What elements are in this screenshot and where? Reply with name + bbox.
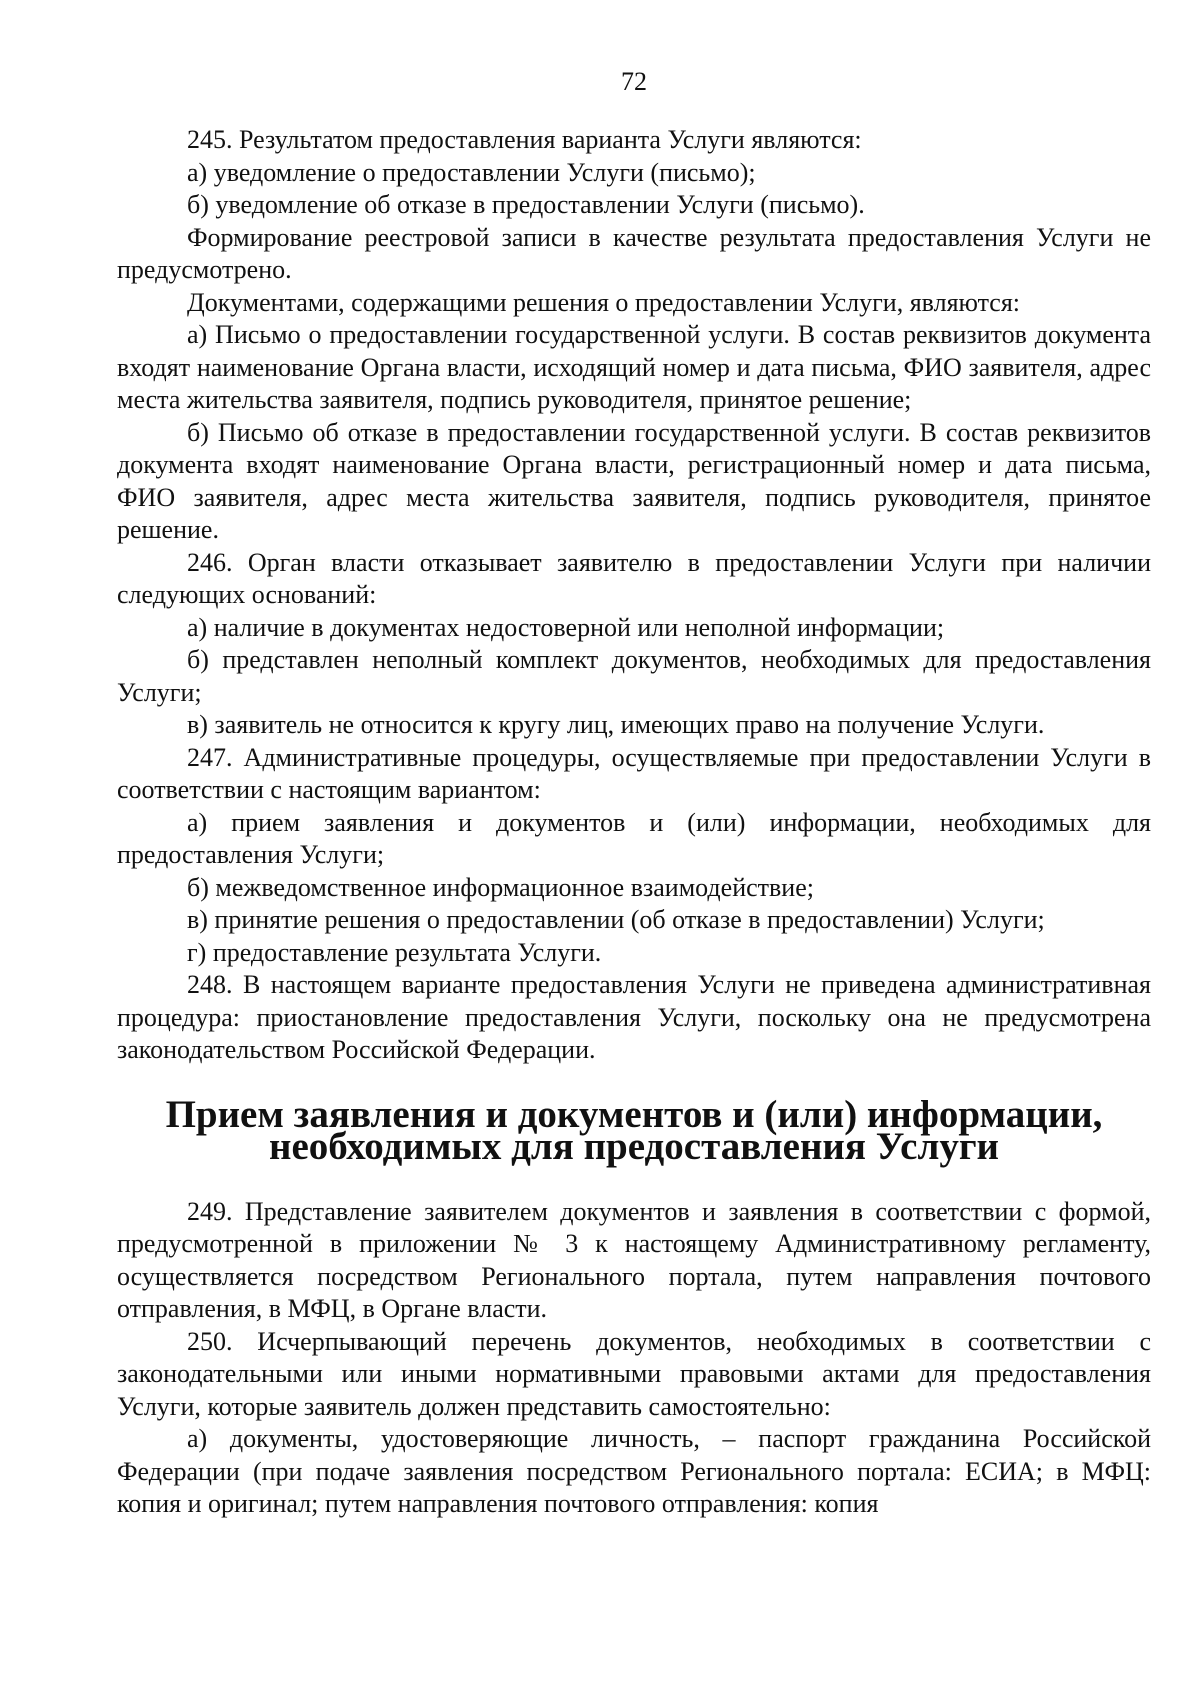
paragraph-250: 250. Исчерпывающий перечень документов, необходимых в соответствии с законодательными или иными нормативными правовыми актами для предоставления Услуги, которые заявитель должен представить самостоятельно: [117, 1326, 1151, 1421]
list-item-245-a: а) уведомление о предоставлении Услуги (письмо); [187, 157, 756, 187]
paragraph-247: 247. Административные процедуры, осуществляемые при предоставлении Услуги в соответствии с настоящим вариантом: [117, 742, 1151, 804]
paragraph-248: 248. В настоящем варианте предоставления Услуги не приведена административная процедура: приостановление предоставления Услуги, поскольку она не предусмотрена законодательством Российской Федерации. [117, 970, 1151, 1064]
paragraph-documents-intro: Документами, содержащими решения о предоставлении Услуги, являются: [187, 287, 1021, 317]
list-item-247-b: б) межведомственное информационное взаимодействие; [187, 872, 814, 902]
document-page [117, 66, 1151, 1521]
list-item-documents-b: б) Письмо об отказе в предоставлении государственной услуги. В состав реквизитов документа входят наименование Органа власти, регистрационный номер и дата письма, ФИО заявителя, адрес места жительства заявителя, подпись руководителя, принятое решение. [117, 417, 1151, 544]
section-heading: Прием заявления и документов и (или) информации, необходимых для предоставления Услуги [165, 1092, 1103, 1168]
list-item-247-a: а) прием заявления и документов и (или) информации, необходимых для предоставления Услуги; [117, 807, 1151, 869]
list-item-246-c: в) заявитель не относится к кругу лиц, имеющих право на получение Услуги. [187, 710, 1045, 739]
list-item-246-b: б) представлен неполный комплект документов, необходимых для предоставления Услуги; [117, 645, 1151, 707]
list-item-documents-a: а) Письмо о предоставлении государственной услуги. В состав реквизитов документа входят наименование Органа власти, исходящий номер и дата письма, ФИО заявителя, адрес места жительства заявителя, подпись руководителя, принятое решение; [117, 320, 1151, 414]
list-item-246-a: а) наличие в документах недостоверной или неполной информации; [187, 612, 945, 642]
list-item-245-b: б) уведомление об отказе в предоставлении Услуги (письмо). [187, 190, 865, 219]
paragraph-245: 245. Результатом предоставления варианта Услуги являются: [187, 125, 862, 154]
paragraphs-bottom [117, 1196, 1151, 1521]
list-item-247-d: г) предоставление результата Услуги. [187, 937, 602, 967]
list-item-250-a: а) документы, удостоверяющие личность, – паспорт гражданина Российской Федерации (при подаче заявления посредством Регионального портала: ЕСИА; в МФЦ: копия и оригинал; путем направления почтового отправления: копия [117, 1424, 1151, 1518]
paragraphs-top [117, 124, 1151, 1067]
page-number: 72 [621, 67, 647, 96]
paragraph-registry-note: Формирование реестровой записи в качестве результата предоставления Услуги не предусмотрено. [117, 222, 1151, 284]
paragraph-249: 249. Представление заявителем документов и заявления в соответствии с формой, предусмотренной в приложении № 3 к настоящему Административному регламенту, осуществляется посредством Регионального портала, путем направления почтового отправления, в МФЦ, в Органе власти. [117, 1196, 1151, 1323]
list-item-247-c: в) принятие решения о предоставлении (об отказе в предоставлении) Услуги; [187, 905, 1045, 934]
paragraph-246: 246. Орган власти отказывает заявителю в предоставлении Услуги при наличии следующих оснований: [117, 547, 1151, 609]
